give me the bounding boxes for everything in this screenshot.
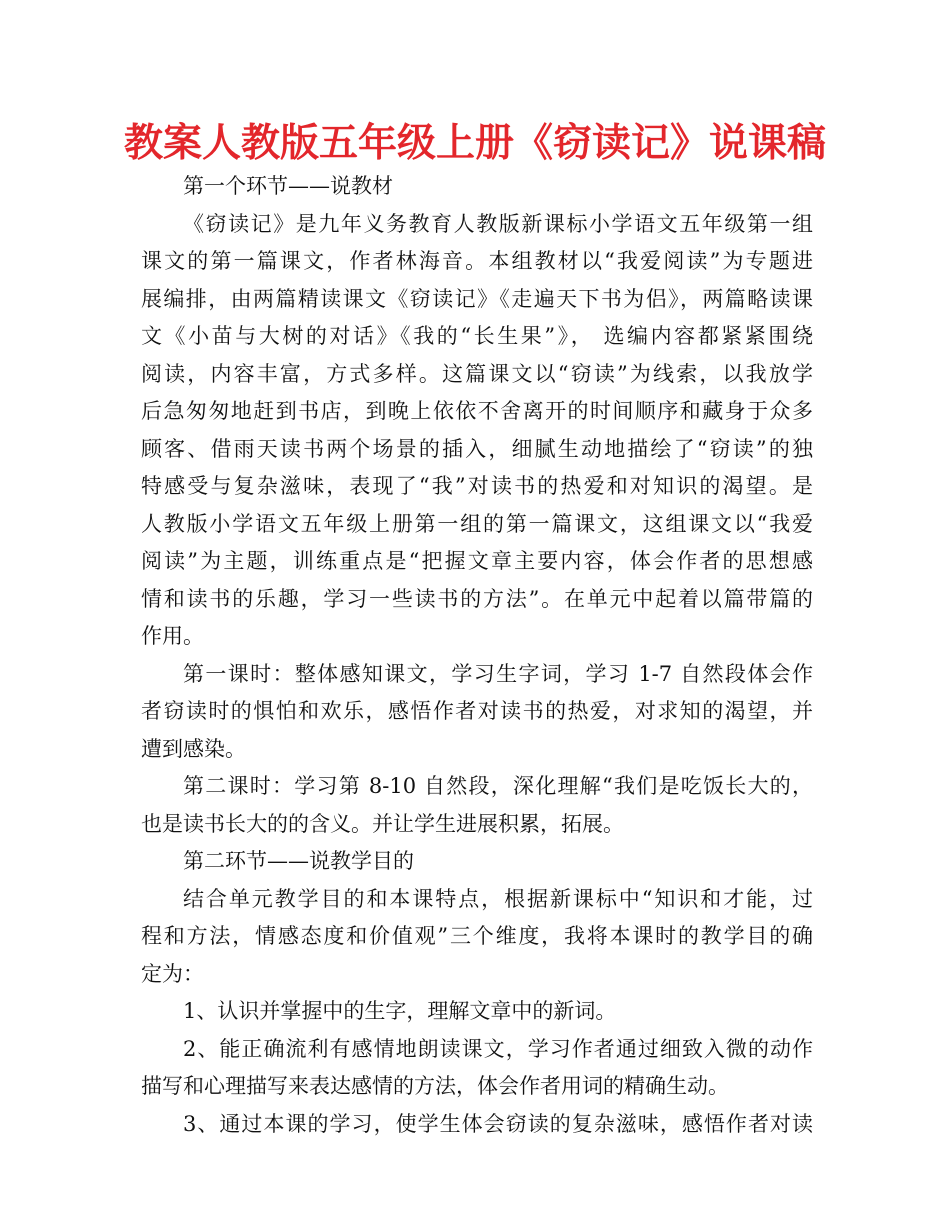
- text-line: 课文的第一篇课文，作者林海音。本组教材以“我爱阅读”为专题进: [141, 249, 813, 273]
- text-line: 第二课时：学习第 8-10 自然段，深化理解“我们是吃饭长大的，: [183, 774, 813, 798]
- text-line: 顾客、借雨天读书两个场景的插入，细腻生动地描绘了“窃读”的独: [141, 436, 813, 461]
- text-line: 阅读”为主题，训练重点是“把握文章主要内容，体会作者的思想感: [141, 549, 813, 573]
- document-body: [141, 168, 813, 1143]
- text-line: 情和读书的乐趣，学习一些读书的方法”。在单元中起着以篇带篇的: [141, 586, 813, 611]
- text-line: 特感受与复杂滋味，表现了“我”对读书的热爱和对知识的渴望。是: [141, 474, 813, 498]
- text-line: 2、能正确流利有感情地朗读课文，学习作者通过细致入微的动作: [183, 1036, 813, 1061]
- text-line: 者窃读时的惧怕和欢乐，感悟作者对读书的热爱，对求知的渴望，并: [141, 699, 813, 723]
- text-line: 第二环节——说教学目的: [183, 849, 414, 873]
- text-line: 阅读，内容丰富，方式多样。这篇课文以“窃读”为线索，以我放学: [141, 361, 813, 386]
- text-line: 第一课时：整体感知课文，学习生字词，学习 1-7 自然段体会作: [183, 661, 813, 686]
- text-line: 作用。: [141, 624, 204, 648]
- text-line: 描写和心理描写来表达感情的方法，体会作者用词的精确生动。: [141, 1074, 729, 1098]
- text-line: 人教版小学语文五年级上册第一组的第一篇课文，这组课文以“我爱: [141, 511, 813, 536]
- text-line: 文《小苗与大树的对话》《我的“长生果”》， 选编内容都紧紧围绕: [141, 324, 813, 348]
- text-line: 《窃读记》是九年义务教育人教版新课标小学语文五年级第一组: [183, 211, 813, 236]
- text-line: 展编排，由两篇精读课文《窃读记》《走遍天下书为侣》，两篇略读课: [141, 286, 813, 311]
- text-line: 定为：: [141, 961, 204, 986]
- text-line: 结合单元教学目的和本课特点，根据新课标中“知识和才能，过: [183, 886, 813, 911]
- text-line: 遭到感染。: [141, 736, 246, 761]
- text-line: 第一个环节——说教材: [183, 174, 393, 198]
- document-title: 教案人教版五年级上册《窃读记》说课稿: [123, 121, 826, 166]
- text-line: 后急匆匆地赶到书店，到晚上依依不舍离开的时间顺序和藏身于众多: [141, 399, 813, 423]
- text-line: 3、通过本课的学习，使学生体会窃读的复杂滋味，感悟作者对读: [183, 1111, 813, 1136]
- text-line: 1、认识并掌握中的生字，理解文章中的新词。: [183, 999, 617, 1023]
- text-line: 也是读书长大的的含义。并让学生进展积累，拓展。: [141, 811, 624, 836]
- text-line: 程和方法，情感态度和价值观”三个维度，我将本课时的教学目的确: [141, 924, 813, 948]
